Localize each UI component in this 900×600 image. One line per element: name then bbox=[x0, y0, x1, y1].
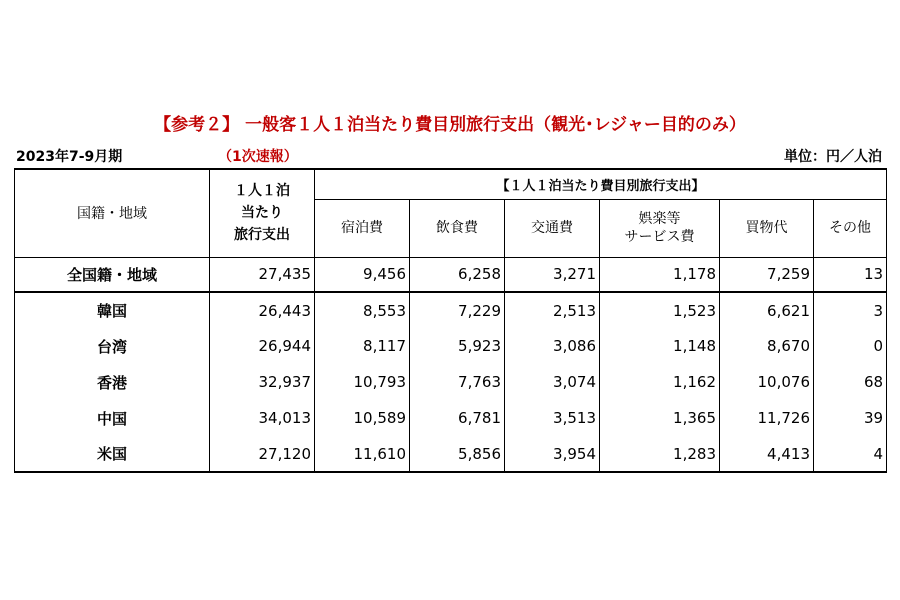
table-row-all-countries bbox=[15, 257, 887, 292]
cell-total: 34,013 bbox=[210, 400, 315, 436]
cell-entertainment: 1,162 bbox=[600, 364, 720, 400]
cell-accommodation: 10,793 bbox=[315, 364, 410, 400]
cell-other: 4 bbox=[814, 436, 887, 472]
unit-label: 単位：円／人泊 bbox=[784, 149, 882, 165]
cell-shopping: 4,413 bbox=[720, 436, 814, 472]
cell-other: 0 bbox=[814, 328, 887, 364]
header-total-line-1: １人１泊 bbox=[234, 183, 290, 200]
cell-accommodation: 8,553 bbox=[315, 292, 410, 328]
cell-entertainment: 1,365 bbox=[600, 400, 720, 436]
cell-transport: 3,513 bbox=[505, 400, 600, 436]
header-category-group: 【１人１泊当たり費目別旅行支出】 bbox=[315, 169, 887, 199]
cell-food-drink: 7,229 bbox=[410, 292, 505, 328]
cell-total: 27,120 bbox=[210, 436, 315, 472]
cell-other: 3 bbox=[814, 292, 887, 328]
row-name: 全国籍・地域 bbox=[15, 257, 210, 292]
header-entertainment-line-2: サービス費 bbox=[624, 229, 695, 245]
cell-shopping: 6,621 bbox=[720, 292, 814, 328]
cell-food-drink: 7,763 bbox=[410, 364, 505, 400]
row-name: 香港 bbox=[15, 364, 210, 400]
header-shopping: 買物代 bbox=[720, 199, 814, 257]
cell-transport: 3,954 bbox=[505, 436, 600, 472]
header-total-line-2: 当たり bbox=[241, 205, 283, 222]
header-total-line-3: 旅行支出 bbox=[234, 227, 290, 244]
header-region: 国籍・地域 bbox=[15, 169, 210, 257]
cell-transport: 3,271 bbox=[505, 257, 600, 292]
table-row bbox=[15, 292, 887, 328]
cell-other: 68 bbox=[814, 364, 887, 400]
cell-transport: 2,513 bbox=[505, 292, 600, 328]
row-name: 米国 bbox=[15, 436, 210, 472]
cell-accommodation: 9,456 bbox=[315, 257, 410, 292]
cell-accommodation: 8,117 bbox=[315, 328, 410, 364]
cell-food-drink: 5,923 bbox=[410, 328, 505, 364]
header-entertainment-services bbox=[600, 199, 720, 257]
table-title: 【参考２】 一般客１人１泊当たり費目別旅行支出（観光･レジャー目的のみ） bbox=[154, 115, 746, 135]
cell-food-drink: 6,781 bbox=[410, 400, 505, 436]
cell-shopping: 8,670 bbox=[720, 328, 814, 364]
header-total-spend bbox=[210, 169, 315, 257]
table-row bbox=[15, 328, 887, 364]
cell-shopping: 11,726 bbox=[720, 400, 814, 436]
period-label: 2023年7-9月期 bbox=[16, 149, 123, 165]
cell-transport: 3,086 bbox=[505, 328, 600, 364]
cell-accommodation: 10,589 bbox=[315, 400, 410, 436]
header-accommodation: 宿泊費 bbox=[315, 199, 410, 257]
cell-entertainment: 1,523 bbox=[600, 292, 720, 328]
cell-accommodation: 11,610 bbox=[315, 436, 410, 472]
cell-other: 39 bbox=[814, 400, 887, 436]
row-name: 中国 bbox=[15, 400, 210, 436]
table-row bbox=[15, 400, 887, 436]
table-row bbox=[15, 436, 887, 472]
header-entertainment-line-1: 娯楽等 bbox=[638, 211, 681, 227]
row-name: 韓国 bbox=[15, 292, 210, 328]
cell-entertainment: 1,283 bbox=[600, 436, 720, 472]
cell-entertainment: 1,178 bbox=[600, 257, 720, 292]
cell-shopping: 7,259 bbox=[720, 257, 814, 292]
cell-entertainment: 1,148 bbox=[600, 328, 720, 364]
header-food-drink: 飲食費 bbox=[410, 199, 505, 257]
cell-total: 26,944 bbox=[210, 328, 315, 364]
expenditure-table bbox=[14, 168, 887, 473]
header-other: その他 bbox=[814, 199, 887, 257]
cell-transport: 3,074 bbox=[505, 364, 600, 400]
cell-shopping: 10,076 bbox=[720, 364, 814, 400]
cell-total: 26,443 bbox=[210, 292, 315, 328]
preliminary-label: （1次速報） bbox=[218, 149, 298, 165]
cell-total: 32,937 bbox=[210, 364, 315, 400]
cell-total: 27,435 bbox=[210, 257, 315, 292]
cell-food-drink: 5,856 bbox=[410, 436, 505, 472]
cell-food-drink: 6,258 bbox=[410, 257, 505, 292]
table-row bbox=[15, 364, 887, 400]
header-transport: 交通費 bbox=[505, 199, 600, 257]
row-name: 台湾 bbox=[15, 328, 210, 364]
cell-other: 13 bbox=[814, 257, 887, 292]
